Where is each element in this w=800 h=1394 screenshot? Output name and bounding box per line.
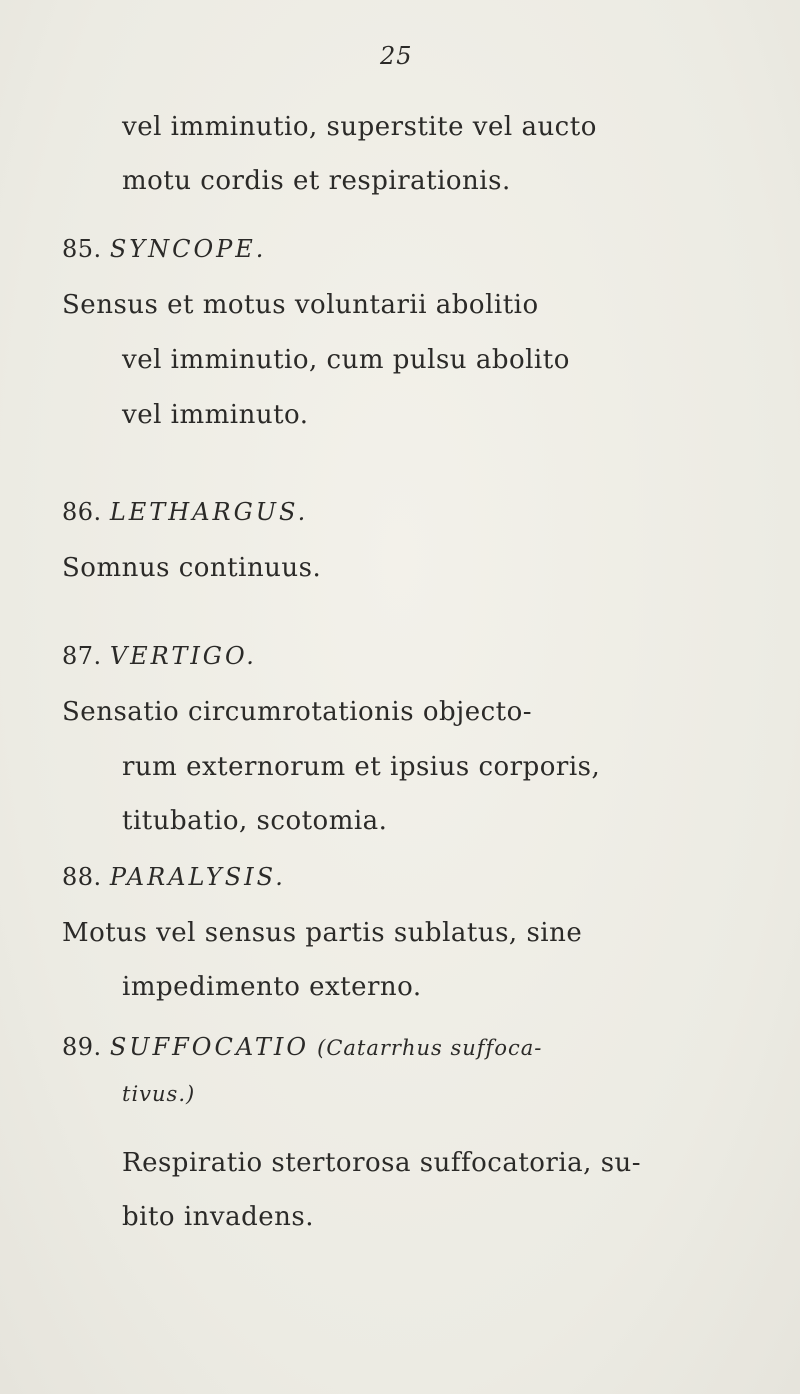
section-number: 85. <box>62 235 102 263</box>
section-title: LETHARGUS. <box>109 498 309 526</box>
section-heading-86 <box>62 498 308 526</box>
section-note: (Catarrhus suffoca- <box>317 1036 543 1060</box>
section-title: PARALYSIS. <box>109 863 286 891</box>
section-number: 87. <box>62 642 102 670</box>
section-title: SYNCOPE. <box>109 235 267 263</box>
section-title: SUFFOCATIO <box>109 1033 310 1061</box>
section-heading-85 <box>62 235 266 263</box>
text-line: rum externorum et ipsius corporis, <box>122 752 601 782</box>
text-line: Sensus et motus voluntarii abolitio <box>62 290 539 320</box>
page-number: 25 <box>380 42 413 70</box>
text-line: Sensatio circumrotationis objecto- <box>62 697 533 727</box>
text-line: Respiratio stertorosa suffocatoria, su- <box>122 1148 642 1178</box>
text-line: bito invadens. <box>122 1202 314 1232</box>
section-heading-89 <box>62 1033 542 1061</box>
text-line: vel imminutio, cum pulsu abolito <box>122 345 570 375</box>
section-note-continuation: tivus.) <box>122 1082 196 1106</box>
text-line: Somnus continuus. <box>62 553 322 583</box>
text-line: titubatio, scotomia. <box>122 806 388 836</box>
text-line: impedimento externo. <box>122 972 422 1002</box>
text-line: Motus vel sensus partis sublatus, sine <box>62 918 583 948</box>
text-line: vel imminutio, superstite vel aucto <box>122 112 597 142</box>
text-line: motu cordis et respirationis. <box>122 166 511 196</box>
text-line: vel imminuto. <box>122 400 309 430</box>
section-title: VERTIGO. <box>109 642 257 670</box>
section-heading-87 <box>62 642 257 670</box>
section-heading-88 <box>62 863 286 891</box>
section-number: 88. <box>62 863 102 891</box>
section-number: 86. <box>62 498 102 526</box>
section-number: 89. <box>62 1033 102 1061</box>
